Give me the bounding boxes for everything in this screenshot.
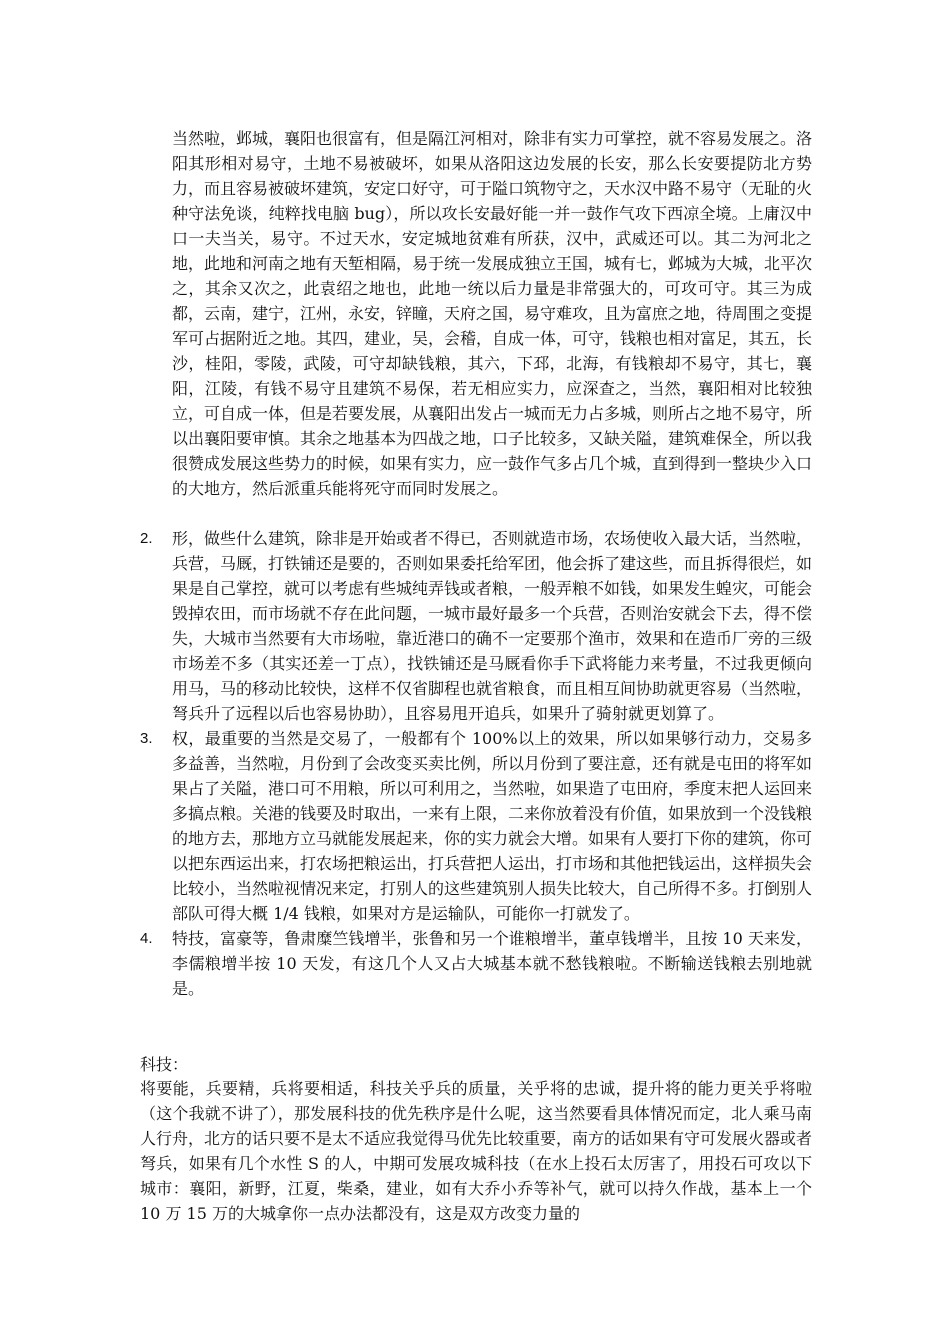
list-item [140, 926, 812, 1001]
list-item-text: 特技，富豪等，鲁肃糜竺钱增半，张鲁和另一个谁粮增半，董卓钱增半，且按 10 天来发，李儒粮增半按 10 天发，有这几个人又占大城基本就不愁钱粮啦。不断输送钱粮去别地就是。 [172, 929, 812, 998]
body-paragraph: 将要能，兵要精，兵将要相适，科技关乎兵的质量，关乎将的忠诚，提升将的能力更关乎将啦（这个我就不讲了），那发展科技的优先秩序是什么呢，这当然要看具体情况而定，北人乘马南人行舟，北方的话只要不是太不适应我觉得马优先比较重要，南方的话如果有守可发展火器或者弩兵，如果有几个水性 S 的人，中期可发展攻城科技（在水上投石太厉害了，用投石可攻以下城市：襄阳，新野，江夏，柴桑，建业，如有大乔小乔等补气，就可以持久作战，基本上一个 10 万 15 万的大城拿你一点办法都没有，这是双方改变力量的 [140, 1079, 813, 1223]
list-item-text: 形，做些什么建筑，除非是开始或者不得已，否则就造市场，农场使收入最大话，当然啦，兵营，马厩，打铁铺还是要的，否则如果委托给军团，他会拆了建这些，而且拆得很烂，如果是自己掌控，就可以考虑有些城纯弄钱或者粮，一般弄粮不如钱，如果发生蝗灾，可能会毁掉农田，而市场就不存在此问题，一城市最好最多一个兵营，否则治安就会下去，得不偿失，大城市当然要有大市场啦，靠近港口的确不一定要那个渔市，效果和在造币厂旁的三级市场差不多（其实还差一丁点），找铁铺还是马厩看你手下武将能力来考量，不过我更倾向用马，马的移动比较快，这样不仅省脚程也就省粮食，而且相互间协助就更容易（当然啦，弩兵升了远程以后也容易协助），且容易甩开追兵，如果升了骑射就更划算了。 [172, 529, 813, 723]
list-number: 2. [140, 530, 153, 547]
list-item [140, 726, 812, 926]
list-number: 4. [140, 930, 153, 947]
list-item-1-continuation: 当然啦，邺城，襄阳也很富有，但是隔江河相对，除非有实力可掌控，就不容易发展之。洛阳其形相对易守，土地不易被破坏，如果从洛阳这边发展的长安，那么长安要提防北方势力，而且容易被破坏建筑，安定口好守，可于隘口筑物守之，天水汉中路不易守（无耻的火种守法免谈，纯粹找电脑 bug），所以攻长安最好能一并一鼓作气攻下西凉全境。上庸汉中口一夫当关，易守。不过天水，安定城地贫难有所获，汉中，武威还可以。其二为河北之地，此地和河南之地有天堑相隔，易于统一发展成独立王国，城有七，邺城为大城，北平次之，其余又次之，此袁绍之地也，此地一统以后力量是非常强大的，可攻可守。其三为成都，云南，建宁，江州，永安，锌瞳，天府之国，易守难攻，且为富庶之地，待周围之变提军可占据附近之地。其四，建业，吴，会稽，自成一体，可守，钱粮也相对富足，其五，长沙，桂阳，零陵，武陵，可守却缺钱粮，其六，下邳，北海，有钱粮却不易守，其七，襄阳，江陵，有钱不易守且建筑不易保，若无相应实力，应深查之，当然，襄阳相对比较独立，可自成一体，但是若要发展，从襄阳出发占一城而无力占多城，则所占之地不易守，所以出襄阳要审慎。其余之地基本为四战之地，口子比较多，又缺关隘，建筑难保全，所以我很赞成发展这些势力的时候，如果有实力，应一鼓作气多占几个城，直到得到一整块少入口的大地方，然后派重兵能将死守而同时发展之。 [172, 129, 813, 498]
list-number: 3. [140, 730, 153, 747]
section-heading: 科技： [140, 1055, 189, 1074]
list-item [140, 526, 812, 726]
list-item-text: 权，最重要的当然是交易了，一般都有个 100%以上的效果，所以如果够行动力，交易多多益善，当然啦，月份到了会改变买卖比例，所以月份到了要注意，还有就是屯田的将军如果占了关隘，港口可不用粮，所以可利用之，当然啦，如果造了屯田府，季度末把人运回来多搞点粮。关港的钱要及时取出，一来有上限，二来你放着没有价值，如果放到一个没钱粮的地方去，那地方立马就能发展起来，你的实力就会大增。如果有人要打下你的建筑，你可以把东西运出来，打农场把粮运出，打兵营把人运出，打市场和其他把钱运出，这样损失会比较小，当然啦视情况来定，打别人的这些建筑别人损失比较大，自己所得不多。打倒别人部队可得大概 1/4 钱粮，如果对方是运输队，可能你一打就发了。 [172, 729, 813, 923]
numbered-list [140, 526, 812, 1001]
